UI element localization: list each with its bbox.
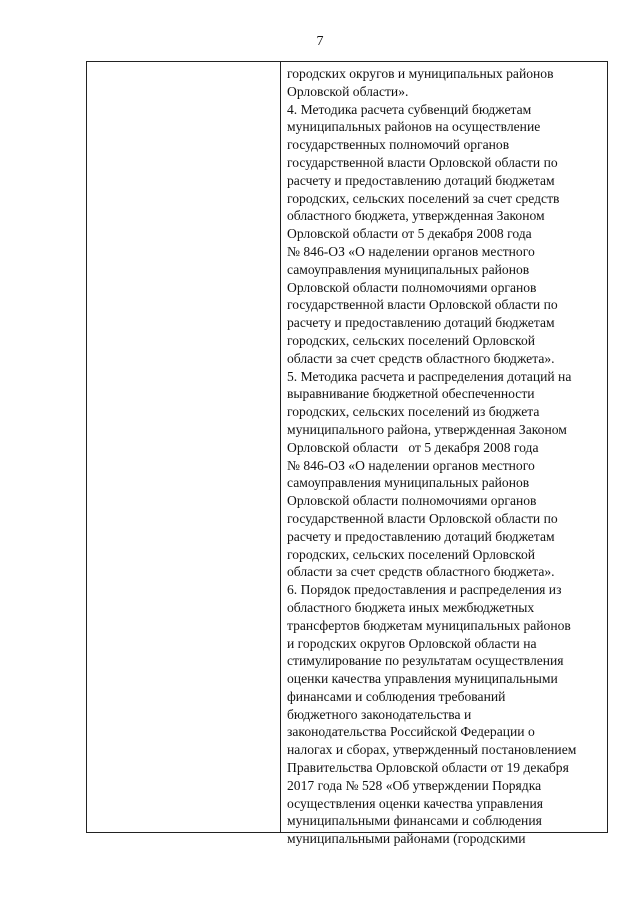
text-line: расчету и предоставлению дотаций бюджетам [287,528,555,544]
text-line: № 846-ОЗ «О наделении органов местного [287,243,535,259]
text-line: муниципального района, утвержденная Законом [287,421,567,437]
text-line: городских, сельских поселений за счет средств [287,190,560,206]
text-line: государственных полномочий органов [287,137,510,153]
text-line: городских, сельских поселений Орловской [287,332,536,348]
text-line: трансфертов бюджетам муниципальных районов [287,617,571,633]
text-line: муниципальными районами (городскими [287,831,526,847]
text-line: стимулирование по результатам осуществления [287,653,564,669]
text-line: 4. Методика расчета субвенций бюджетам [287,101,532,117]
text-line: расчету и предоставлению дотаций бюджетам [287,315,555,331]
text-line: государственной власти Орловской области по [287,297,558,313]
text-line: Орловской области от 5 декабря 2008 года [287,226,532,242]
text-line: осуществления оценки качества управления [287,795,544,811]
text-line: областного бюджета, утвержденная Законом [287,208,545,224]
text-line: бюджетного законодательства и [287,706,472,722]
text-line: муниципальных районов на осуществление [287,119,541,135]
text-line: области за счет средств областного бюджета». [287,564,555,580]
text-line: финансами и соблюдения требований [287,688,506,704]
text-line: городских округов и муниципальных районов [287,66,554,81]
table-left-cell [87,62,281,832]
text-line: городских, сельских поселений Орловской [287,546,536,562]
text-line: № 846-ОЗ «О наделении органов местного [287,457,535,473]
table-right-cell [281,62,607,847]
document-table [86,61,608,847]
text-line: государственной власти Орловской области по [287,510,558,526]
text-line: Правительства Орловской области от 19 декабря [287,760,569,776]
text-line: 5. Методика расчета и распределения дотаций на [287,368,572,384]
text-line: оценки качества управления муниципальными [287,671,558,687]
text-line: Орловской области». [287,83,409,99]
text-line: Орловской области от 5 декабря 2008 года [287,439,539,455]
text-line: области за счет средств областного бюджета». [287,350,555,366]
text-line: самоуправления муниципальных районов [287,475,530,491]
text-line: 6. Порядок предоставления и распределения из [287,582,562,598]
text-line: городских, сельских поселений из бюджета [287,404,540,420]
page-number: 7 [316,34,324,49]
text-line: налогах и сборах, утвержденный постановлением [287,742,577,758]
text-line: самоуправления муниципальных районов [287,261,530,277]
text-line: Орловской области полномочиями органов [287,493,537,509]
text-line: областного бюджета иных межбюджетных [287,599,535,615]
text-line: законодательства Российской Федерации о [287,724,535,740]
text-line: 2017 года № 528 «Об утверждении Порядка [287,777,542,793]
text-line: Орловской области полномочиями органов [287,279,537,295]
text-line: расчету и предоставлению дотаций бюджетам [287,172,555,188]
text-line: государственной власти Орловской области по [287,154,558,170]
text-line: муниципальными финансами и соблюдения [287,813,542,829]
text-line: выравнивание бюджетной обеспеченности [287,386,535,402]
text-line: и городских округов Орловской области на [287,635,537,651]
